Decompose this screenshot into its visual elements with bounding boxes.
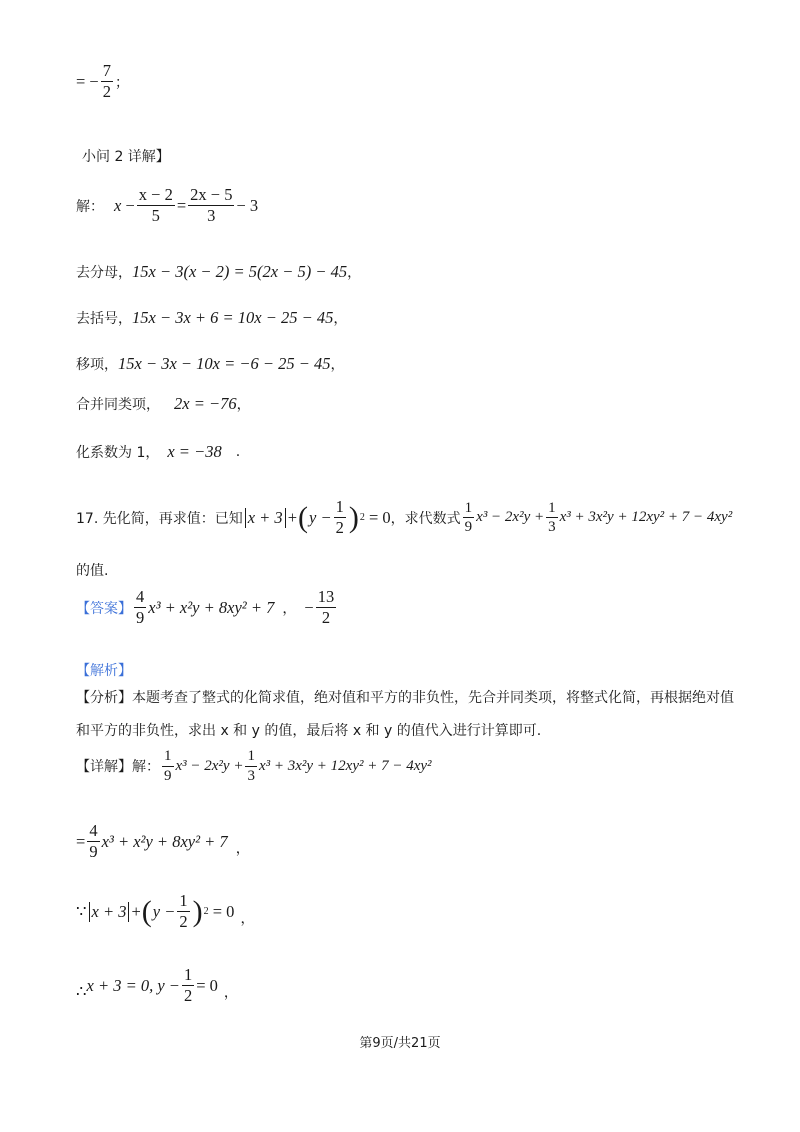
simplified-math: = $\frac{4}{9}$ x³ + x²y + 8xy² + 7 ，	[76, 821, 250, 862]
step-coefficient-one	[76, 442, 240, 462]
equation-fraction-left	[137, 186, 175, 225]
fraction-denominator: 3	[548, 519, 556, 536]
fraction-numerator: x − 2	[137, 186, 175, 206]
step-remove-brackets	[76, 308, 347, 328]
equation-tail: − 3	[236, 195, 259, 215]
answer-math	[132, 588, 338, 627]
punctuation: ，	[347, 265, 362, 281]
fraction-numerator: 4	[87, 822, 99, 842]
solve-label: 解：	[76, 198, 104, 215]
answer-value-fraction	[316, 588, 337, 627]
paren-left: (	[298, 500, 308, 534]
because-line	[76, 892, 254, 931]
question-lead: 17. 先化简，再求值：已知	[76, 510, 243, 527]
step-expression: 2x = −76	[174, 394, 237, 413]
detail-line	[76, 748, 432, 784]
answer-tag: 【答案】	[76, 600, 132, 617]
step-label: 移项，	[76, 357, 118, 373]
subquestion-heading	[82, 146, 170, 166]
fraction-numerator: 13	[316, 588, 337, 608]
expression-part: x³ − 2x²y +	[175, 757, 244, 774]
abs-bar	[285, 508, 286, 528]
equation-line	[76, 186, 258, 225]
expression-part: x³ + 3x²y + 12xy² + 7 − 4xy²	[258, 757, 432, 774]
abs-bar	[245, 508, 246, 528]
step-label: 去分母，	[76, 265, 132, 281]
punctuation: ，	[330, 357, 345, 373]
fraction-numerator: 1	[463, 500, 475, 519]
var-x: x	[114, 195, 122, 215]
plus: +	[287, 507, 297, 527]
punctuation: ，	[333, 311, 348, 327]
step-move-terms	[76, 354, 345, 374]
analysis-tag	[76, 660, 132, 680]
equation-fraction-right	[188, 186, 234, 225]
abs-bar	[128, 902, 129, 922]
result-fraction	[101, 62, 113, 101]
step-label: 化系数为 1，	[76, 445, 160, 461]
fraction-denominator: 2	[183, 986, 193, 1006]
fraction-numerator: 1	[546, 500, 558, 519]
detail-math	[160, 748, 432, 784]
fraction-numerator: 4	[134, 588, 146, 608]
fraction-denominator: 9	[136, 608, 145, 628]
four-ninths-fraction	[134, 588, 146, 627]
question-end-text: 的值.	[76, 563, 109, 579]
result-line	[76, 62, 129, 101]
equals-zero: = 0	[368, 507, 391, 527]
condition-math	[243, 498, 391, 537]
punctuation: ，	[223, 984, 238, 1001]
paren-content: y −	[152, 901, 176, 921]
fraction-denominator: 2	[179, 912, 188, 932]
minus: −	[125, 195, 135, 215]
paren-right: )	[192, 894, 203, 928]
abs-content: x + 3	[91, 901, 127, 921]
expression-part: x³ + 3x²y + 12xy² + 7 − 4xy²	[559, 509, 733, 526]
punctuation: ，	[240, 910, 255, 927]
analysis-text: 【分析】本题考查了整式的化简求值，绝对值和平方的非负性，先合并同类项，将整式化简，再根据绝对值和平方的非负性，求出 x 和 y 的值，最后将 x 和 y 的值代入进行计算即可.	[76, 690, 734, 739]
half-fraction	[182, 966, 194, 1005]
simplified-expression: x³ + x²y + 8xy² + 7	[101, 831, 228, 851]
question-17-end	[76, 560, 108, 580]
therefore-expression: x + 3 = 0, y −	[86, 975, 180, 995]
fraction-numerator: 1	[245, 748, 257, 767]
therefore-line	[76, 966, 238, 1005]
third-fraction	[245, 748, 257, 784]
fraction-denominator: 2	[102, 82, 111, 102]
step-expression: 15x − 3x + 6 = 10x − 25 − 45	[132, 308, 334, 327]
fraction-numerator: 1	[162, 748, 174, 767]
fraction-denominator: 2	[335, 518, 344, 538]
fraction-numerator: 7	[101, 62, 113, 82]
punctuation: ，	[235, 840, 250, 857]
analysis-tag-text: 【解析】	[76, 663, 132, 679]
ninth-fraction	[162, 748, 174, 784]
expression-part: x³ − 2x²y +	[476, 509, 545, 526]
because-math	[76, 892, 254, 931]
four-ninths-fraction	[87, 822, 99, 861]
page-footer	[0, 1032, 800, 1051]
expression-math	[461, 500, 733, 536]
ninth-fraction	[463, 500, 475, 536]
step-expression: x = −38	[167, 442, 222, 461]
question-mid: ，求代数式	[390, 510, 461, 527]
half-fraction	[177, 892, 189, 931]
abs-content: x + 3	[247, 507, 283, 527]
answer-expression: x³ + x²y + 8xy² + 7	[148, 597, 275, 617]
step-label: 合并同类项，	[76, 397, 160, 413]
fraction-denominator: 5	[151, 206, 160, 226]
paren-content: y −	[309, 507, 332, 527]
step-label: 去括号，	[76, 311, 132, 327]
exponent: 2	[203, 906, 209, 918]
punctuation: .	[235, 444, 241, 460]
answer-line	[76, 588, 338, 627]
fraction-denominator: 3	[207, 206, 216, 226]
page-number: 第9页/共21页	[359, 1036, 441, 1051]
paren-right: )	[348, 500, 359, 534]
therefore-symbol: ∴	[76, 981, 87, 1001]
punctuation: ，	[236, 397, 251, 413]
exponent: 2	[359, 512, 365, 524]
equals-zero: = 0	[212, 901, 235, 921]
because-symbol: ∵	[76, 901, 87, 921]
step-combine-like-terms	[76, 394, 251, 414]
third-fraction	[546, 500, 558, 536]
fraction-denominator: 9	[464, 519, 473, 536]
punctuation: ；	[115, 74, 129, 91]
result-math: = − $\frac{7}{2}$ ；	[76, 61, 129, 102]
fraction-denominator: 9	[164, 767, 172, 784]
fraction-denominator: 2	[321, 608, 331, 628]
step-remove-denominators	[76, 262, 361, 282]
step-expression: 15x − 3x − 10x = −6 − 25 − 45	[118, 354, 331, 373]
minus: −	[304, 597, 314, 617]
fraction-denominator: 3	[247, 767, 255, 784]
fraction-numerator: 2x − 5	[188, 186, 234, 206]
question-17	[76, 498, 732, 537]
abs-bar	[89, 902, 90, 922]
heading-text: 小问 2 详解】	[82, 149, 170, 165]
analysis-paragraph	[76, 682, 736, 748]
punctuation: ，	[282, 600, 297, 617]
paren-left: (	[141, 894, 152, 928]
equals-zero: = 0	[196, 975, 218, 995]
step-expression: 15x − 3(x − 2) = 5(2x − 5) − 45	[132, 262, 348, 281]
detail-label: 【详解】解：	[76, 759, 160, 775]
fraction-numerator: 1	[334, 498, 346, 518]
fraction-numerator: 1	[177, 892, 189, 912]
plus: +	[131, 901, 141, 921]
simplified-line	[76, 822, 250, 861]
fraction-denominator: 9	[89, 842, 98, 862]
equals: =	[176, 195, 187, 215]
fraction-numerator: 1	[182, 966, 194, 986]
therefore-math	[76, 966, 238, 1005]
equation-math	[114, 186, 258, 225]
half-fraction	[334, 498, 346, 537]
